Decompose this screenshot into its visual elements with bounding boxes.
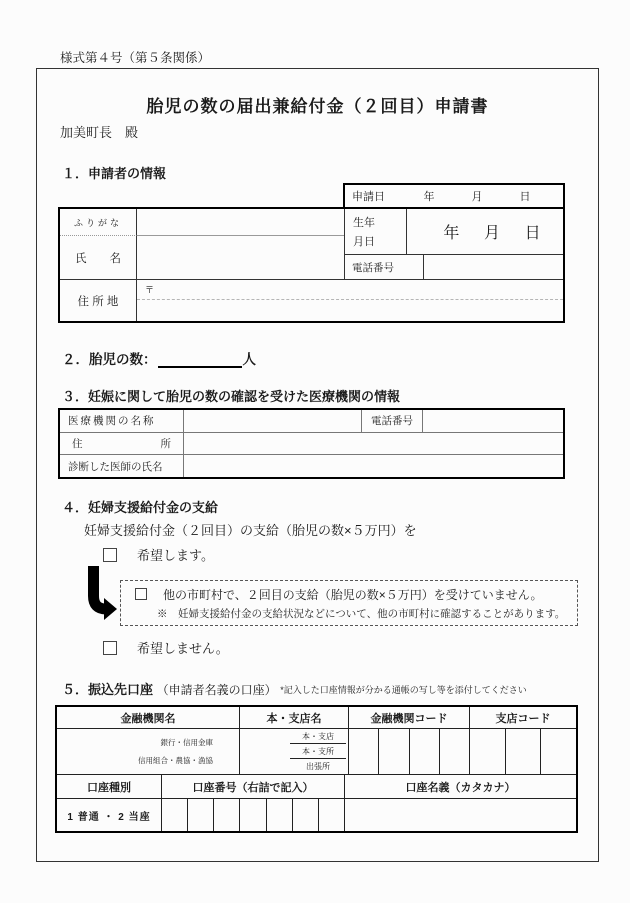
section-1-heading: １．申請者の情報 (62, 166, 167, 181)
furigana-label: ふりがな (60, 209, 137, 236)
account-number-cell[interactable] (214, 799, 240, 831)
facility-phone-field[interactable] (423, 410, 563, 432)
bank-section-title: ５．振込先口座 (62, 682, 154, 697)
account-number-cell[interactable] (188, 799, 214, 831)
account-holder-header: 口座名義（カタカナ） (405, 781, 516, 794)
account-type-selector[interactable]: 1 普通 ・ 2 当座 (57, 799, 162, 831)
bank-name-field[interactable] (57, 729, 240, 774)
address-field[interactable] (137, 300, 563, 321)
phone-label: 電話番号 (345, 255, 424, 279)
bank-code-cells (349, 729, 470, 774)
day-unit-label: 日 (519, 191, 531, 203)
applicant-table (58, 207, 565, 323)
address-label: 住 所 地 (60, 280, 137, 321)
branch-name-field[interactable] (240, 729, 349, 774)
postal-code-field[interactable] (137, 280, 563, 300)
section-4-heading: ４．妊婦支援給付金の支給 (62, 500, 219, 515)
bank-code-cell[interactable] (349, 729, 379, 774)
bank-section-subtitle: （申請者名義の口座） (156, 683, 277, 697)
section-2-heading (62, 348, 256, 368)
option-no-row (103, 638, 229, 657)
bank-code-cell[interactable] (440, 729, 469, 774)
facility-name-label: 医療機関の名称 (60, 410, 184, 432)
account-number-cell[interactable] (293, 799, 319, 831)
account-number-header: 口座番号（右詰で記入） (162, 775, 345, 798)
branch-code-cell[interactable] (541, 729, 576, 774)
account-number-cell[interactable] (319, 799, 344, 831)
facility-phone-label: 電話番号 (361, 410, 423, 432)
wish-yes-label: 希望します。 (137, 548, 214, 563)
application-date-field[interactable] (405, 188, 563, 204)
year-unit-label: 年 (443, 225, 460, 242)
declaration-note: ※ 妊婦支援給付金の支給状況などについて、他の市町村に確認することがあります。 (157, 607, 566, 620)
branch-type-option[interactable]: 出張所 (306, 762, 330, 771)
account-number-cells (162, 799, 345, 831)
account-number-cell[interactable] (162, 799, 188, 831)
section-3-heading: ３．妊娠に関して胎児の数の確認を受けた医療機関の情報 (62, 389, 401, 404)
bank-name-header: 金融機関名 (57, 707, 240, 728)
name-label: 氏 名 (60, 236, 137, 279)
account-holder-field[interactable] (345, 799, 576, 831)
fetus-count-field[interactable] (158, 353, 242, 368)
postal-mark: 〒 (145, 285, 155, 295)
year-unit-label: 年 (423, 191, 435, 203)
section-5-heading (62, 679, 527, 698)
form-code: 様式第４号（第５条関係） (60, 48, 214, 69)
month-unit-label: 月 (483, 225, 500, 242)
elbow-arrow-icon (85, 566, 117, 620)
declaration-box (120, 580, 578, 626)
facility-name-field[interactable] (184, 410, 361, 432)
application-date-box (343, 183, 565, 207)
application-date-label: 申請日 (352, 191, 385, 203)
branch-code-cell[interactable] (470, 729, 506, 774)
branch-name-header: 本・支店名 (240, 707, 349, 728)
institution-type-option[interactable]: 銀行・信用金庫 (160, 737, 213, 747)
page-title: 胎児の数の届出兼給付金（２回目）申請書 (146, 97, 489, 116)
facility-address-label: 住 所 (60, 433, 184, 455)
branch-code-header: 支店コード (495, 712, 551, 725)
account-number-cell[interactable] (267, 799, 293, 831)
branch-code-cell[interactable] (506, 729, 542, 774)
declaration-text: 他の市町村で、２回目の支給（胎児の数×５万円）を受けていません。 (163, 587, 543, 602)
bank-code-header: 金融機関コード (349, 707, 470, 728)
wish-yes-checkbox[interactable] (103, 548, 117, 562)
bank-account-table (55, 705, 578, 833)
institution-type-option[interactable]: 信用組合・農協・漁協 (138, 756, 213, 766)
name-field[interactable] (137, 236, 344, 279)
account-type-header: 口座種別 (57, 775, 162, 798)
bank-code-cell[interactable] (379, 729, 409, 774)
branch-type-option[interactable]: 本・支所 (290, 746, 346, 759)
branch-type-option[interactable]: 本・支店 (290, 731, 346, 744)
addressee: 加美町長 殿 (60, 125, 139, 140)
bank-code-cell[interactable] (410, 729, 440, 774)
bank-section-note: *記入した口座情報が分かる通帳の写し等を添付してください (280, 685, 527, 695)
doctor-name-field[interactable] (184, 455, 563, 477)
benefit-lead-text: 妊婦支援給付金（２回目）の支給（胎児の数×５万円）を (84, 523, 417, 538)
no-other-municipality-checkbox[interactable] (135, 588, 147, 600)
doctor-name-label: 診断した医師の氏名 (60, 455, 184, 477)
wish-no-label: 希望しません。 (137, 641, 229, 656)
month-unit-label: 月 (471, 191, 483, 203)
fetus-count-unit: 人 (242, 352, 256, 367)
day-unit-label: 日 (524, 225, 541, 242)
furigana-field[interactable] (137, 209, 344, 236)
fetus-count-label: ２．胎児の数： (62, 352, 157, 367)
birthdate-label: 生年 月日 (345, 209, 407, 254)
facility-address-field[interactable] (184, 433, 563, 455)
account-number-cell[interactable] (240, 799, 266, 831)
medical-institution-table (58, 408, 565, 479)
wish-no-checkbox[interactable] (103, 641, 117, 655)
option-yes-row (103, 545, 214, 564)
birthdate-field[interactable] (407, 209, 563, 254)
phone-field[interactable] (424, 255, 563, 279)
branch-code-cells (470, 729, 576, 774)
